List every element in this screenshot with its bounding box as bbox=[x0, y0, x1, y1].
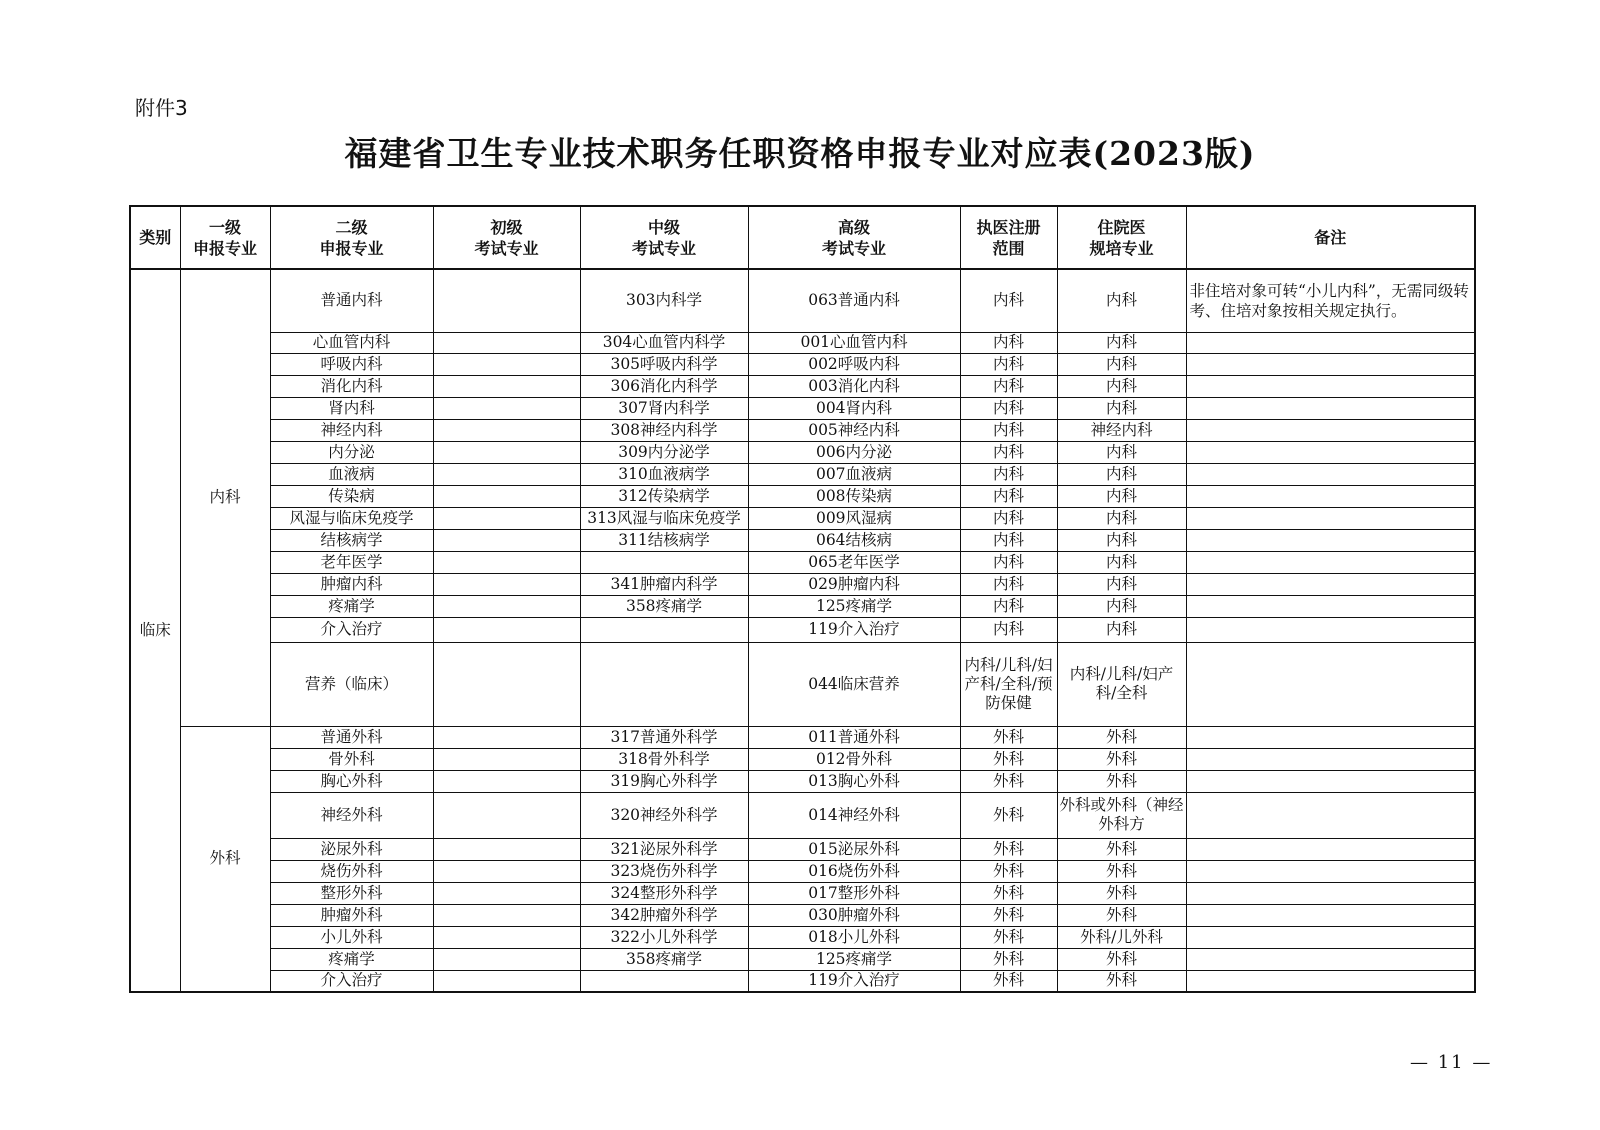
license-scope-cell: 外科 bbox=[960, 838, 1057, 860]
senior-exam-cell: 016烧伤外科 bbox=[748, 860, 960, 882]
senior-exam-cell: 009风湿病 bbox=[748, 507, 960, 529]
remark-cell: 非住培对象可转“小儿内科”，无需同级转考、住培对象按相关规定执行。 bbox=[1186, 269, 1475, 332]
license-scope-cell: 内科 bbox=[960, 397, 1057, 419]
junior-exam-cell bbox=[433, 529, 580, 551]
table-row bbox=[130, 926, 1475, 948]
table-row bbox=[130, 375, 1475, 397]
residency-cell: 内科 bbox=[1057, 397, 1186, 419]
senior-exam-cell: 063普通内科 bbox=[748, 269, 960, 332]
level2-cell: 血液病 bbox=[270, 463, 433, 485]
junior-exam-cell bbox=[433, 397, 580, 419]
table-row bbox=[130, 463, 1475, 485]
header-remark: 备注 bbox=[1186, 206, 1475, 269]
residency-cell: 内科 bbox=[1057, 551, 1186, 573]
junior-exam-cell bbox=[433, 726, 580, 748]
mid-exam-cell: 358疼痛学 bbox=[580, 948, 748, 970]
level2-cell: 疼痛学 bbox=[270, 595, 433, 617]
table-row bbox=[130, 726, 1475, 748]
residency-cell: 内科 bbox=[1057, 332, 1186, 353]
residency-cell: 内科 bbox=[1057, 353, 1186, 375]
residency-cell: 外科 bbox=[1057, 904, 1186, 926]
level2-cell: 疼痛学 bbox=[270, 948, 433, 970]
table-row bbox=[130, 332, 1475, 353]
table-row bbox=[130, 882, 1475, 904]
level2-cell: 内分泌 bbox=[270, 441, 433, 463]
level2-cell: 烧伤外科 bbox=[270, 860, 433, 882]
level2-cell: 胸心外科 bbox=[270, 770, 433, 792]
residency-cell: 内科 bbox=[1057, 375, 1186, 397]
junior-exam-cell bbox=[433, 642, 580, 726]
senior-exam-cell: 013胸心外科 bbox=[748, 770, 960, 792]
junior-exam-cell bbox=[433, 551, 580, 573]
remark-cell bbox=[1186, 485, 1475, 507]
license-scope-cell: 内科 bbox=[960, 269, 1057, 332]
table-row bbox=[130, 595, 1475, 617]
level2-cell: 介入治疗 bbox=[270, 970, 433, 992]
license-scope-cell: 外科 bbox=[960, 882, 1057, 904]
senior-exam-cell: 018小儿外科 bbox=[748, 926, 960, 948]
mid-exam-cell: 305呼吸内科学 bbox=[580, 353, 748, 375]
residency-cell: 外科 bbox=[1057, 770, 1186, 792]
license-scope-cell: 内科 bbox=[960, 353, 1057, 375]
remark-cell bbox=[1186, 860, 1475, 882]
senior-exam-cell: 005神经内科 bbox=[748, 419, 960, 441]
mid-exam-cell: 312传染病学 bbox=[580, 485, 748, 507]
table-row bbox=[130, 507, 1475, 529]
remark-cell bbox=[1186, 529, 1475, 551]
category-cell: 临床 bbox=[130, 269, 180, 992]
senior-exam-cell: 044临床营养 bbox=[748, 642, 960, 726]
header-senior: 高级 考试专业 bbox=[748, 206, 960, 269]
license-scope-cell: 外科 bbox=[960, 926, 1057, 948]
table-body bbox=[130, 269, 1475, 992]
remark-cell bbox=[1186, 838, 1475, 860]
level1-cell: 外科 bbox=[180, 726, 270, 992]
residency-cell: 内科 bbox=[1057, 573, 1186, 595]
mid-exam-cell: 303内科学 bbox=[580, 269, 748, 332]
remark-cell bbox=[1186, 882, 1475, 904]
remark-cell bbox=[1186, 970, 1475, 992]
senior-exam-cell: 030肿瘤外科 bbox=[748, 904, 960, 926]
mid-exam-cell: 342肿瘤外科学 bbox=[580, 904, 748, 926]
senior-exam-cell: 001心血管内科 bbox=[748, 332, 960, 353]
residency-cell: 内科 bbox=[1057, 529, 1186, 551]
license-scope-cell: 外科 bbox=[960, 748, 1057, 770]
residency-cell: 外科 bbox=[1057, 860, 1186, 882]
junior-exam-cell bbox=[433, 970, 580, 992]
level2-cell: 整形外科 bbox=[270, 882, 433, 904]
junior-exam-cell bbox=[433, 353, 580, 375]
remark-cell bbox=[1186, 926, 1475, 948]
license-scope-cell: 内科 bbox=[960, 529, 1057, 551]
residency-cell: 内科 bbox=[1057, 269, 1186, 332]
senior-exam-cell: 004肾内科 bbox=[748, 397, 960, 419]
mid-exam-cell bbox=[580, 970, 748, 992]
remark-cell bbox=[1186, 573, 1475, 595]
level2-cell: 老年医学 bbox=[270, 551, 433, 573]
license-scope-cell: 外科 bbox=[960, 770, 1057, 792]
remark-cell bbox=[1186, 397, 1475, 419]
table-row bbox=[130, 397, 1475, 419]
level2-cell: 肿瘤外科 bbox=[270, 904, 433, 926]
senior-exam-cell: 065老年医学 bbox=[748, 551, 960, 573]
license-scope-cell: 内科 bbox=[960, 573, 1057, 595]
attachment-label: 附件3 bbox=[135, 96, 188, 120]
remark-cell bbox=[1186, 463, 1475, 485]
mid-exam-cell: 309内分泌学 bbox=[580, 441, 748, 463]
level2-cell: 传染病 bbox=[270, 485, 433, 507]
license-scope-cell: 外科 bbox=[960, 860, 1057, 882]
remark-cell bbox=[1186, 792, 1475, 838]
junior-exam-cell bbox=[433, 419, 580, 441]
junior-exam-cell bbox=[433, 595, 580, 617]
junior-exam-cell bbox=[433, 904, 580, 926]
license-scope-cell: 内科 bbox=[960, 332, 1057, 353]
senior-exam-cell: 014神经外科 bbox=[748, 792, 960, 838]
table-row bbox=[130, 441, 1475, 463]
remark-cell bbox=[1186, 748, 1475, 770]
level2-cell: 普通内科 bbox=[270, 269, 433, 332]
license-scope-cell: 内科/儿科/妇产科/全科/预防保健 bbox=[960, 642, 1057, 726]
remark-cell bbox=[1186, 419, 1475, 441]
residency-cell: 外科 bbox=[1057, 726, 1186, 748]
senior-exam-cell: 017整形外科 bbox=[748, 882, 960, 904]
remark-cell bbox=[1186, 726, 1475, 748]
junior-exam-cell bbox=[433, 507, 580, 529]
residency-cell: 内科 bbox=[1057, 463, 1186, 485]
mid-exam-cell: 321泌尿外科学 bbox=[580, 838, 748, 860]
mid-exam-cell: 358疼痛学 bbox=[580, 595, 748, 617]
remark-cell bbox=[1186, 375, 1475, 397]
table-row bbox=[130, 642, 1475, 726]
table-row bbox=[130, 860, 1475, 882]
level2-cell: 神经外科 bbox=[270, 792, 433, 838]
senior-exam-cell: 015泌尿外科 bbox=[748, 838, 960, 860]
license-scope-cell: 内科 bbox=[960, 551, 1057, 573]
license-scope-cell: 外科 bbox=[960, 726, 1057, 748]
level2-cell: 介入治疗 bbox=[270, 617, 433, 642]
level2-cell: 泌尿外科 bbox=[270, 838, 433, 860]
license-scope-cell: 内科 bbox=[960, 463, 1057, 485]
junior-exam-cell bbox=[433, 441, 580, 463]
mid-exam-cell: 304心血管内科学 bbox=[580, 332, 748, 353]
license-scope-cell: 外科 bbox=[960, 904, 1057, 926]
residency-cell: 外科 bbox=[1057, 882, 1186, 904]
senior-exam-cell: 012骨外科 bbox=[748, 748, 960, 770]
license-scope-cell: 内科 bbox=[960, 595, 1057, 617]
license-scope-cell: 内科 bbox=[960, 617, 1057, 642]
mid-exam-cell: 318骨外科学 bbox=[580, 748, 748, 770]
senior-exam-cell: 006内分泌 bbox=[748, 441, 960, 463]
table-row bbox=[130, 353, 1475, 375]
residency-cell: 外科 bbox=[1057, 948, 1186, 970]
mid-exam-cell: 313风湿与临床免疫学 bbox=[580, 507, 748, 529]
senior-exam-cell: 064结核病 bbox=[748, 529, 960, 551]
residency-cell: 内科 bbox=[1057, 485, 1186, 507]
specialty-table bbox=[129, 205, 1476, 993]
mid-exam-cell: 307肾内科学 bbox=[580, 397, 748, 419]
senior-exam-cell: 119介入治疗 bbox=[748, 970, 960, 992]
license-scope-cell: 外科 bbox=[960, 970, 1057, 992]
mid-exam-cell: 323烧伤外科学 bbox=[580, 860, 748, 882]
license-scope-cell: 外科 bbox=[960, 792, 1057, 838]
junior-exam-cell bbox=[433, 792, 580, 838]
license-scope-cell: 内科 bbox=[960, 375, 1057, 397]
remark-cell bbox=[1186, 551, 1475, 573]
license-scope-cell: 内科 bbox=[960, 441, 1057, 463]
mid-exam-cell: 308神经内科学 bbox=[580, 419, 748, 441]
mid-exam-cell bbox=[580, 617, 748, 642]
residency-cell: 外科 bbox=[1057, 970, 1186, 992]
mid-exam-cell: 320神经外科学 bbox=[580, 792, 748, 838]
level2-cell: 普通外科 bbox=[270, 726, 433, 748]
table-header-row bbox=[130, 206, 1475, 269]
table-row bbox=[130, 485, 1475, 507]
senior-exam-cell: 029肿瘤内科 bbox=[748, 573, 960, 595]
document-title: 福建省卫生专业技术职务任职资格申报专业对应表(2023版) bbox=[344, 134, 1256, 173]
table-row bbox=[130, 573, 1475, 595]
table-row bbox=[130, 748, 1475, 770]
page-number: — 11 — bbox=[1410, 1052, 1493, 1073]
mid-exam-cell: 322小儿外科学 bbox=[580, 926, 748, 948]
license-scope-cell: 内科 bbox=[960, 419, 1057, 441]
table-row bbox=[130, 419, 1475, 441]
header-mid: 中级 考试专业 bbox=[580, 206, 748, 269]
level2-cell: 风湿与临床免疫学 bbox=[270, 507, 433, 529]
level2-cell: 小儿外科 bbox=[270, 926, 433, 948]
senior-exam-cell: 125疼痛学 bbox=[748, 948, 960, 970]
junior-exam-cell bbox=[433, 332, 580, 353]
table-row bbox=[130, 948, 1475, 970]
senior-exam-cell: 011普通外科 bbox=[748, 726, 960, 748]
residency-cell: 内科 bbox=[1057, 595, 1186, 617]
table-row bbox=[130, 904, 1475, 926]
table-row bbox=[130, 551, 1475, 573]
table-row bbox=[130, 838, 1475, 860]
senior-exam-cell: 002呼吸内科 bbox=[748, 353, 960, 375]
residency-cell: 外科/儿外科 bbox=[1057, 926, 1186, 948]
junior-exam-cell bbox=[433, 838, 580, 860]
level2-cell: 神经内科 bbox=[270, 419, 433, 441]
table-row bbox=[130, 970, 1475, 992]
level2-cell: 呼吸内科 bbox=[270, 353, 433, 375]
mid-exam-cell: 324整形外科学 bbox=[580, 882, 748, 904]
table-row bbox=[130, 617, 1475, 642]
junior-exam-cell bbox=[433, 617, 580, 642]
header-residency: 住院医 规培专业 bbox=[1057, 206, 1186, 269]
remark-cell bbox=[1186, 904, 1475, 926]
senior-exam-cell: 007血液病 bbox=[748, 463, 960, 485]
junior-exam-cell bbox=[433, 748, 580, 770]
remark-cell bbox=[1186, 595, 1475, 617]
license-scope-cell: 内科 bbox=[960, 507, 1057, 529]
junior-exam-cell bbox=[433, 463, 580, 485]
table-row bbox=[130, 269, 1475, 332]
mid-exam-cell: 319胸心外科学 bbox=[580, 770, 748, 792]
residency-cell: 内科 bbox=[1057, 507, 1186, 529]
table-row bbox=[130, 792, 1475, 838]
level2-cell: 肾内科 bbox=[270, 397, 433, 419]
junior-exam-cell bbox=[433, 375, 580, 397]
junior-exam-cell bbox=[433, 485, 580, 507]
junior-exam-cell bbox=[433, 948, 580, 970]
mid-exam-cell: 317普通外科学 bbox=[580, 726, 748, 748]
junior-exam-cell bbox=[433, 770, 580, 792]
mid-exam-cell: 311结核病学 bbox=[580, 529, 748, 551]
remark-cell bbox=[1186, 332, 1475, 353]
mid-exam-cell bbox=[580, 551, 748, 573]
residency-cell: 外科 bbox=[1057, 838, 1186, 860]
junior-exam-cell bbox=[433, 882, 580, 904]
residency-cell: 内科/儿科/妇产科/全科 bbox=[1057, 642, 1186, 726]
header-category: 类别 bbox=[130, 206, 180, 269]
remark-cell bbox=[1186, 441, 1475, 463]
level2-cell: 骨外科 bbox=[270, 748, 433, 770]
header-level2: 二级 申报专业 bbox=[270, 206, 433, 269]
residency-cell: 内科 bbox=[1057, 617, 1186, 642]
level2-cell: 心血管内科 bbox=[270, 332, 433, 353]
level2-cell: 营养（临床） bbox=[270, 642, 433, 726]
license-scope-cell: 外科 bbox=[960, 948, 1057, 970]
remark-cell bbox=[1186, 770, 1475, 792]
header-level1: 一级 申报专业 bbox=[180, 206, 270, 269]
level2-cell: 消化内科 bbox=[270, 375, 433, 397]
residency-cell: 内科 bbox=[1057, 441, 1186, 463]
mid-exam-cell: 341肿瘤内科学 bbox=[580, 573, 748, 595]
junior-exam-cell bbox=[433, 860, 580, 882]
residency-cell: 外科或外科（神经外科方 bbox=[1057, 792, 1186, 838]
senior-exam-cell: 008传染病 bbox=[748, 485, 960, 507]
level2-cell: 肿瘤内科 bbox=[270, 573, 433, 595]
license-scope-cell: 内科 bbox=[960, 485, 1057, 507]
remark-cell bbox=[1186, 642, 1475, 726]
junior-exam-cell bbox=[433, 269, 580, 332]
senior-exam-cell: 003消化内科 bbox=[748, 375, 960, 397]
mid-exam-cell bbox=[580, 642, 748, 726]
junior-exam-cell bbox=[433, 573, 580, 595]
residency-cell: 外科 bbox=[1057, 748, 1186, 770]
remark-cell bbox=[1186, 948, 1475, 970]
level1-cell: 内科 bbox=[180, 269, 270, 726]
mid-exam-cell: 310血液病学 bbox=[580, 463, 748, 485]
table-row bbox=[130, 770, 1475, 792]
remark-cell bbox=[1186, 617, 1475, 642]
header-junior: 初级 考试专业 bbox=[433, 206, 580, 269]
header-license: 执医注册 范围 bbox=[960, 206, 1057, 269]
junior-exam-cell bbox=[433, 926, 580, 948]
senior-exam-cell: 125疼痛学 bbox=[748, 595, 960, 617]
residency-cell: 神经内科 bbox=[1057, 419, 1186, 441]
senior-exam-cell: 119介入治疗 bbox=[748, 617, 960, 642]
remark-cell bbox=[1186, 507, 1475, 529]
level2-cell: 结核病学 bbox=[270, 529, 433, 551]
mid-exam-cell: 306消化内科学 bbox=[580, 375, 748, 397]
remark-cell bbox=[1186, 353, 1475, 375]
table-row bbox=[130, 529, 1475, 551]
